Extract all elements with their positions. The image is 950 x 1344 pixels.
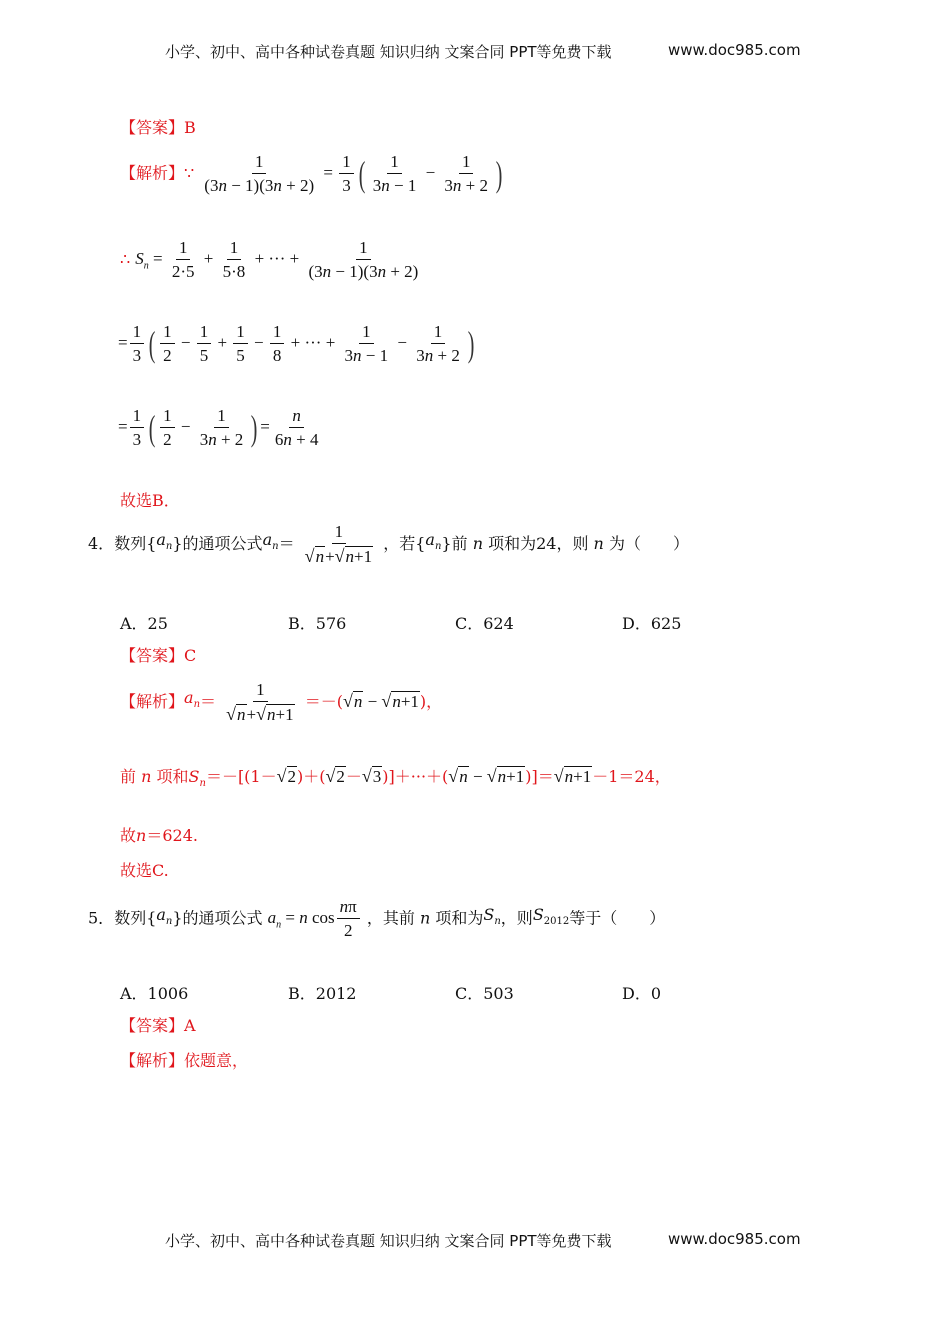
formula-sum: $S_n$ = $\frac{1}{2\cdot 5}$ + $\frac{1}{5\cdot 8}$ + ··· + $\frac{1}{(3n - 1)(3n + 2)}$ <box>135 238 419 281</box>
prev-conclusion: 故选B． <box>120 491 180 510</box>
formula-decompose: $\frac{1}{(3n - 1)(3n + 2)}$ = $\frac{1}{3}$ ( $\frac{1}{3n - 1}$ − $\frac{1}{3n + 2}$ ) <box>204 152 503 195</box>
therefore-symbol: ∴ <box>120 249 131 269</box>
answer-value: B <box>184 118 196 137</box>
q4-line2-end: －1＝24， <box>592 767 671 786</box>
q4-stem-c: ＝ <box>278 533 295 553</box>
q4-option-c[interactable]: C．624 <box>455 614 514 633</box>
q4-option-b[interactable]: B．576 <box>288 614 347 633</box>
q5-option-b[interactable]: B．2012 <box>288 984 357 1003</box>
q5-option-d[interactable]: D．0 <box>622 984 662 1003</box>
page-footer <box>165 1230 612 1251</box>
q4-option-a[interactable]: A．25 <box>120 614 168 633</box>
page-header <box>165 41 612 62</box>
q5-stem-b: }的通项公式 <box>172 908 263 928</box>
prev-analysis-line2 <box>120 238 423 282</box>
answer-tag: 【答案】 <box>120 646 185 665</box>
answer-value: A <box>184 1016 196 1035</box>
because-symbol: ∵ <box>184 163 195 183</box>
q5-option-c[interactable]: C．503 <box>455 984 514 1003</box>
formula-telescope: = $\frac{1}{3}$ ( $\frac{1}{2}$ − $\frac{1}{5}$ + $\frac{1}{5}$ − $\frac{1}{8}$ + ··· + $\frac{1}{3n - 1}$ − $\frac{1}{3n + 2}$ ) <box>118 322 475 365</box>
q4-answer <box>120 646 196 666</box>
q4-analysis-line1: 【解析】$a_n=$ $\frac{1}{√n+√n+1}$ ＝－(√n − √n+1)， <box>120 680 443 724</box>
prev-analysis-line3 <box>118 322 477 366</box>
q4-line3-b: ＝624. <box>146 826 198 845</box>
q5-option-a[interactable]: A．1006 <box>120 984 189 1003</box>
prev-analysis-line1 <box>120 152 505 196</box>
footer-site[interactable]: www.doc985.com <box>668 1230 801 1248</box>
header-site[interactable]: www.doc985.com <box>668 41 801 59</box>
prev-analysis-line4 <box>118 406 323 450</box>
q4-option-d[interactable]: D．625 <box>622 614 682 633</box>
prev-answer <box>120 118 196 138</box>
q4-stem-a: 数列{ <box>114 533 157 553</box>
q4-stem-f: 项和为24，则 <box>488 533 589 553</box>
q5-formula: $a_n = n$ cos $\frac{n\pi}{2}$ <box>268 908 362 927</box>
q4-stem-b: }的通项公式 <box>172 533 263 553</box>
q4-analysis-line2: 前 n 项和$S_n=-[(1-√2)+(√2-√3)]+\cdot\cdot\cdot+(√n - √n+1)]=√n+1-1=24$， <box>120 766 671 790</box>
q4-line2-a: 前 <box>120 767 137 786</box>
answer-value: C <box>184 646 197 665</box>
q5-stem-c: ，其前 <box>366 908 415 928</box>
q4-line3-a: 故 <box>120 826 137 845</box>
formula-result: = $\frac{1}{3}$ ( $\frac{1}{2}$ − $\frac{1}{3n + 2}$ ) = $\frac{n}{6n + 4}$ <box>118 406 319 449</box>
q4-formula: $\frac{1}{√n+√n+1}$ <box>304 522 373 566</box>
q5-number: 5． <box>88 908 115 928</box>
footer-text: 小学、初中、高中各种试卷真题 知识归纳 文案合同 PPT等免费下载 <box>165 1232 612 1250</box>
q5-analysis <box>120 1051 248 1071</box>
q5-stem-e: ，则 <box>500 908 533 928</box>
analysis-text: 依题意， <box>184 1051 249 1070</box>
q4-analysis-line3: 故n＝624. <box>120 826 198 845</box>
answer-tag: 【答案】 <box>120 1016 185 1035</box>
q4-stem-d: ，若{ <box>383 533 426 553</box>
analysis-tag: 【解析】 <box>120 691 185 711</box>
analysis-tag: 【解析】 <box>120 163 185 183</box>
q4-number: 4． <box>88 533 115 553</box>
q4-stem-g: 为（ ） <box>608 533 689 553</box>
q4-analysis-formula: $\frac{1}{√n+√n+1}$ <box>226 680 294 724</box>
analysis-tag: 【解析】 <box>120 1051 185 1070</box>
q4-stem: 4．数列$\{a_n\}$的通项公式$a_n=$ $\frac{1}{√n+√n+1}$ ，若$\{a_n\}$前 n 项和为24，则 n 为（ ） <box>88 522 689 566</box>
q5-stem-a: 数列{ <box>114 908 157 928</box>
q5-stem: 5．数列$\{a_n\}$的通项公式 $a_n = n$ cos $\frac{n\pi}{2}$ ，其前 n 项和为$S_n$，则$S_{2012}$等于（ ） <box>88 897 666 940</box>
q4-line2-b: 项和 <box>156 767 189 786</box>
answer-tag: 【答案】 <box>120 118 185 137</box>
q4-conclusion: 故选C. <box>120 861 169 880</box>
q4-stem-e: }前 <box>441 533 468 553</box>
q5-answer <box>120 1016 196 1036</box>
q5-stem-d: 项和为 <box>435 908 484 928</box>
q5-stem-f: 等于（ ） <box>569 908 666 928</box>
header-text: 小学、初中、高中各种试卷真题 知识归纳 文案合同 PPT等免费下载 <box>165 43 612 61</box>
